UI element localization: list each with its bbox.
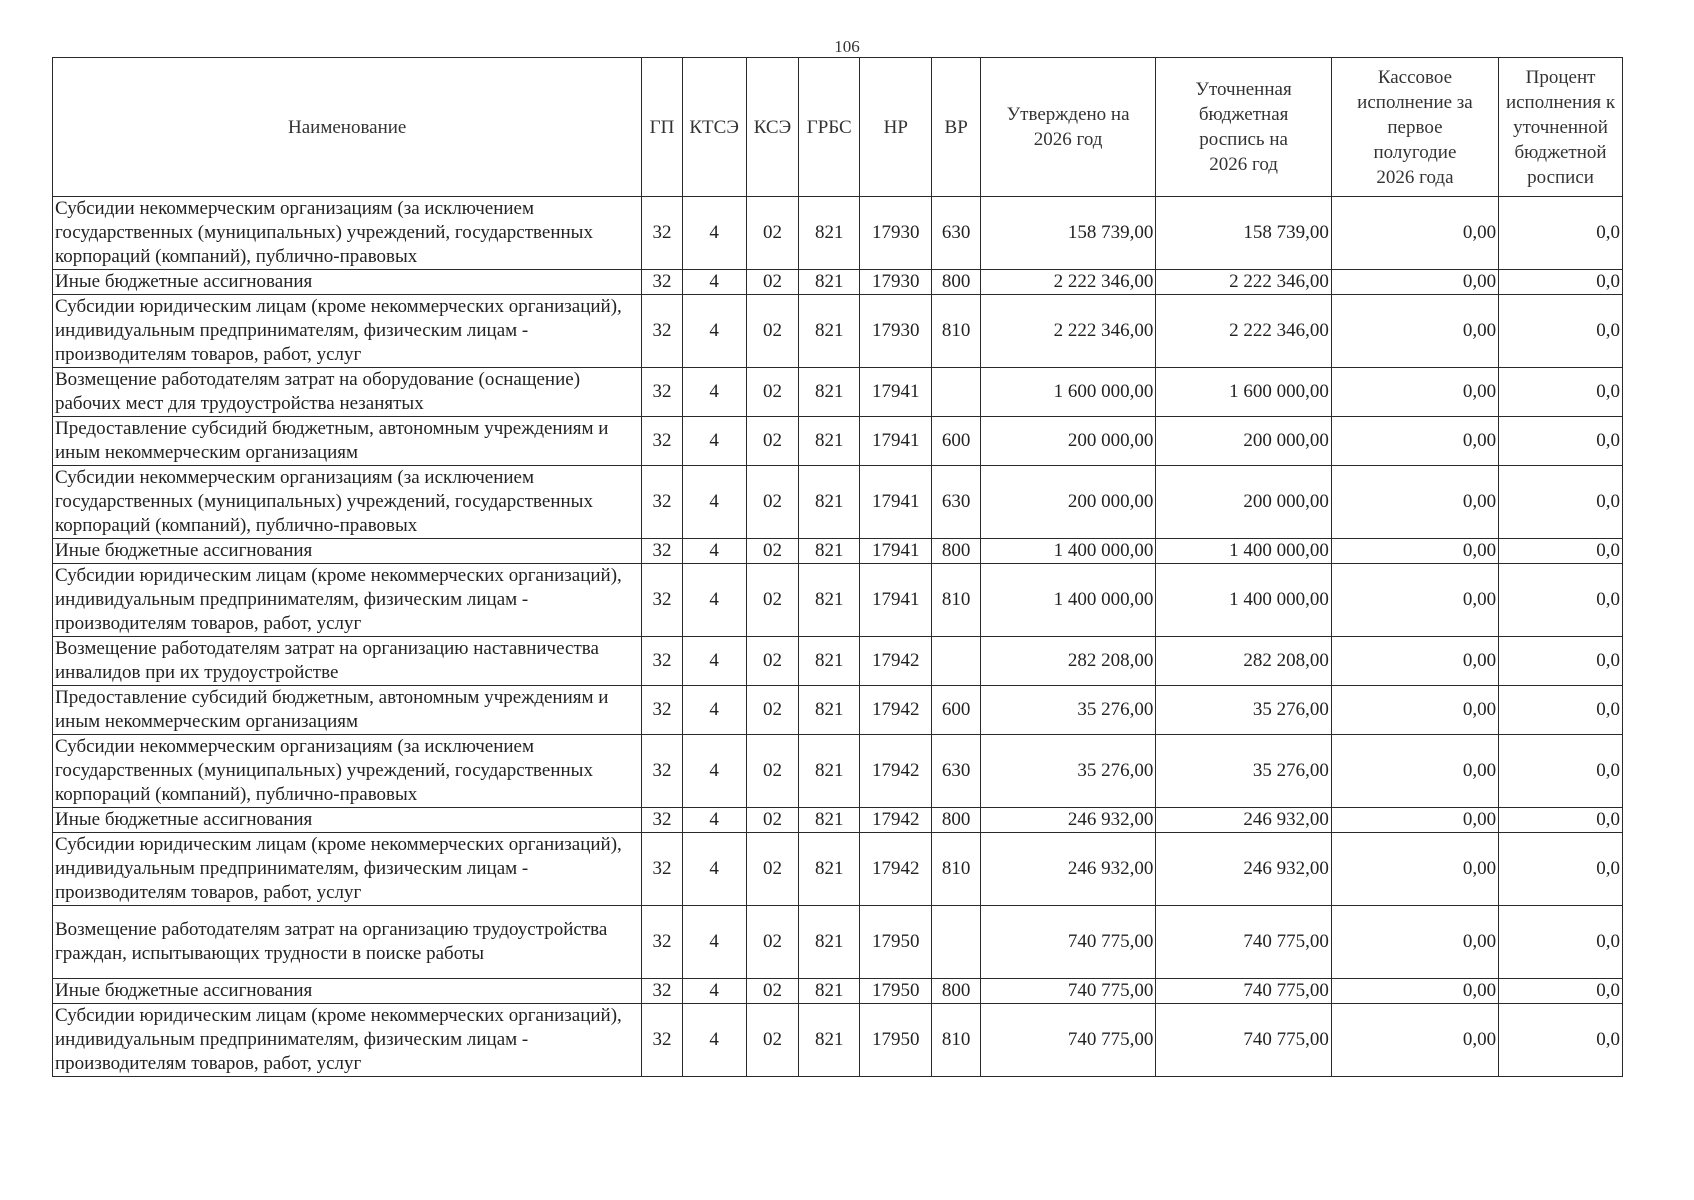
row-gp: 32 [642,295,682,368]
row-percent: 0,0 [1499,564,1623,637]
row-percent: 0,0 [1499,197,1623,270]
row-approved: 1 400 000,00 [980,539,1155,564]
table-row [53,1004,1623,1077]
table-row [53,686,1623,735]
row-vr: 810 [932,564,981,637]
row-nr: 17942 [860,637,932,686]
row-ktse: 4 [682,1004,746,1077]
row-name: Предоставление субсидий бюджетным, автономным учреждениям и иным некоммерческим организациям [53,417,642,466]
row-grbs: 821 [799,637,860,686]
row-ktse: 4 [682,539,746,564]
row-grbs: 821 [799,735,860,808]
row-name: Субсидии некоммерческим организациям (за исключением государственных (муниципальных) учреждений, государственных корпораций (компаний), публично-правовых [53,197,642,270]
table-row [53,466,1623,539]
row-ktse: 4 [682,368,746,417]
row-ktse: 4 [682,833,746,906]
row-nr: 17941 [860,539,932,564]
row-approved: 35 276,00 [980,686,1155,735]
row-refined: 200 000,00 [1156,417,1331,466]
row-vr: 600 [932,686,981,735]
row-name: Предоставление субсидий бюджетным, автономным учреждениям и иным некоммерческим организациям [53,686,642,735]
row-ktse: 4 [682,564,746,637]
row-refined: 1 400 000,00 [1156,564,1331,637]
row-ktse: 4 [682,979,746,1004]
row-kse: 02 [746,295,799,368]
row-percent: 0,0 [1499,906,1623,979]
row-ktse: 4 [682,637,746,686]
row-grbs: 821 [799,539,860,564]
row-approved: 1 400 000,00 [980,564,1155,637]
header-refined: Уточненная бюджетная роспись на 2026 год [1156,58,1331,197]
header-approved: Утверждено на 2026 год [980,58,1155,197]
row-vr: 800 [932,979,981,1004]
page-number: 106 [834,37,860,56]
row-name: Субсидии юридическим лицам (кроме некоммерческих организаций), индивидуальным предпринимателям, физическим лицам - производителям товаров, работ, услуг [53,1004,642,1077]
header-nr: НР [860,58,932,197]
row-vr: 810 [932,833,981,906]
row-grbs: 821 [799,906,860,979]
row-cash: 0,00 [1331,466,1498,539]
row-approved: 246 932,00 [980,808,1155,833]
row-cash: 0,00 [1331,295,1498,368]
row-gp: 32 [642,539,682,564]
row-gp: 32 [642,686,682,735]
table-row [53,979,1623,1004]
row-grbs: 821 [799,295,860,368]
row-approved: 35 276,00 [980,735,1155,808]
row-gp: 32 [642,808,682,833]
row-vr: 800 [932,808,981,833]
row-gp: 32 [642,197,682,270]
row-approved: 740 775,00 [980,1004,1155,1077]
header-cash: Кассовое исполнение за первое полугодие 2026 года [1331,58,1498,197]
row-kse: 02 [746,735,799,808]
row-name: Иные бюджетные ассигнования [53,270,642,295]
row-grbs: 821 [799,466,860,539]
row-grbs: 821 [799,979,860,1004]
row-nr: 17942 [860,833,932,906]
table-row [53,539,1623,564]
row-cash: 0,00 [1331,1004,1498,1077]
row-ktse: 4 [682,906,746,979]
row-refined: 200 000,00 [1156,466,1331,539]
row-name: Субсидии юридическим лицам (кроме некоммерческих организаций), индивидуальным предпринимателям, физическим лицам - производителям товаров, работ, услуг [53,295,642,368]
row-kse: 02 [746,368,799,417]
row-kse: 02 [746,637,799,686]
row-kse: 02 [746,197,799,270]
row-refined: 2 222 346,00 [1156,270,1331,295]
row-ktse: 4 [682,295,746,368]
row-nr: 17950 [860,1004,932,1077]
table-row [53,735,1623,808]
row-kse: 02 [746,686,799,735]
header-name: Наименование [53,58,642,197]
row-approved: 200 000,00 [980,466,1155,539]
row-refined: 1 600 000,00 [1156,368,1331,417]
table-row [53,906,1623,979]
row-gp: 32 [642,833,682,906]
row-nr: 17942 [860,686,932,735]
row-cash: 0,00 [1331,906,1498,979]
row-ktse: 4 [682,686,746,735]
row-grbs: 821 [799,417,860,466]
table-row [53,270,1623,295]
row-percent: 0,0 [1499,735,1623,808]
row-refined: 158 739,00 [1156,197,1331,270]
row-gp: 32 [642,417,682,466]
row-ktse: 4 [682,808,746,833]
row-cash: 0,00 [1331,808,1498,833]
row-percent: 0,0 [1499,539,1623,564]
row-nr: 17930 [860,197,932,270]
row-vr: 810 [932,1004,981,1077]
row-approved: 1 600 000,00 [980,368,1155,417]
table-row [53,833,1623,906]
row-approved: 282 208,00 [980,637,1155,686]
row-name: Субсидии некоммерческим организациям (за исключением государственных (муниципальных) учреждений, государственных корпораций (компаний), публично-правовых [53,466,642,539]
row-approved: 2 222 346,00 [980,295,1155,368]
row-ktse: 4 [682,417,746,466]
row-approved: 740 775,00 [980,906,1155,979]
header-grbs: ГРБС [799,58,860,197]
row-name: Возмещение работодателям затрат на организацию наставничества инвалидов при их трудоустройстве [53,637,642,686]
row-nr: 17942 [860,735,932,808]
row-cash: 0,00 [1331,564,1498,637]
row-vr: 630 [932,466,981,539]
row-gp: 32 [642,270,682,295]
row-gp: 32 [642,1004,682,1077]
row-refined: 740 775,00 [1156,906,1331,979]
row-grbs: 821 [799,270,860,295]
table-row [53,808,1623,833]
row-nr: 17941 [860,368,932,417]
table-row [53,295,1623,368]
row-percent: 0,0 [1499,270,1623,295]
row-gp: 32 [642,637,682,686]
row-percent: 0,0 [1499,368,1623,417]
row-percent: 0,0 [1499,808,1623,833]
row-percent: 0,0 [1499,686,1623,735]
row-name: Возмещение работодателям затрат на организацию трудоустройства граждан, испытывающих трудности в поиске работы [53,906,642,979]
row-cash: 0,00 [1331,417,1498,466]
row-vr: 800 [932,539,981,564]
row-vr: 600 [932,417,981,466]
row-name: Иные бюджетные ассигнования [53,808,642,833]
row-kse: 02 [746,539,799,564]
row-cash: 0,00 [1331,368,1498,417]
row-refined: 740 775,00 [1156,1004,1331,1077]
header-vr: ВР [932,58,981,197]
row-grbs: 821 [799,686,860,735]
row-kse: 02 [746,466,799,539]
header-gp: ГП [642,58,682,197]
row-grbs: 821 [799,1004,860,1077]
table-row [53,637,1623,686]
row-approved: 158 739,00 [980,197,1155,270]
row-gp: 32 [642,979,682,1004]
row-kse: 02 [746,808,799,833]
row-gp: 32 [642,735,682,808]
row-cash: 0,00 [1331,686,1498,735]
table-row [53,197,1623,270]
row-kse: 02 [746,417,799,466]
row-name: Возмещение работодателям затрат на оборудование (оснащение) рабочих мест для трудоустройства незанятых [53,368,642,417]
row-grbs: 821 [799,368,860,417]
row-refined: 35 276,00 [1156,686,1331,735]
row-ktse: 4 [682,270,746,295]
table-row [53,417,1623,466]
row-grbs: 821 [799,833,860,906]
row-kse: 02 [746,906,799,979]
row-gp: 32 [642,564,682,637]
row-kse: 02 [746,1004,799,1077]
row-percent: 0,0 [1499,1004,1623,1077]
row-kse: 02 [746,979,799,1004]
row-kse: 02 [746,564,799,637]
row-nr: 17941 [860,564,932,637]
row-name: Субсидии юридическим лицам (кроме некоммерческих организаций), индивидуальным предпринимателям, физическим лицам - производителям товаров, работ, услуг [53,833,642,906]
row-refined: 35 276,00 [1156,735,1331,808]
row-approved: 2 222 346,00 [980,270,1155,295]
row-approved: 246 932,00 [980,833,1155,906]
row-ktse: 4 [682,735,746,808]
row-refined: 740 775,00 [1156,979,1331,1004]
row-kse: 02 [746,833,799,906]
row-nr: 17942 [860,808,932,833]
row-percent: 0,0 [1499,637,1623,686]
header-ktse: КТСЭ [682,58,746,197]
row-refined: 246 932,00 [1156,808,1331,833]
table-row [53,368,1623,417]
row-gp: 32 [642,368,682,417]
row-name: Субсидии юридическим лицам (кроме некоммерческих организаций), индивидуальным предпринимателям, физическим лицам - производителям товаров, работ, услуг [53,564,642,637]
table-header-row [53,58,1623,197]
row-vr [932,368,981,417]
row-gp: 32 [642,906,682,979]
row-nr: 17950 [860,906,932,979]
row-nr: 17930 [860,270,932,295]
row-ktse: 4 [682,197,746,270]
row-name: Иные бюджетные ассигнования [53,539,642,564]
row-grbs: 821 [799,808,860,833]
row-cash: 0,00 [1331,735,1498,808]
row-percent: 0,0 [1499,466,1623,539]
row-vr: 630 [932,735,981,808]
table-row [53,564,1623,637]
budget-table [52,57,1623,1077]
row-percent: 0,0 [1499,833,1623,906]
row-refined: 2 222 346,00 [1156,295,1331,368]
row-approved: 740 775,00 [980,979,1155,1004]
row-percent: 0,0 [1499,417,1623,466]
row-approved: 200 000,00 [980,417,1155,466]
header-kse: КСЭ [746,58,799,197]
row-vr [932,637,981,686]
row-ktse: 4 [682,466,746,539]
row-nr: 17950 [860,979,932,1004]
row-nr: 17941 [860,417,932,466]
row-cash: 0,00 [1331,270,1498,295]
header-percent: Процент исполнения к уточненной бюджетной росписи [1499,58,1623,197]
row-refined: 282 208,00 [1156,637,1331,686]
row-nr: 17941 [860,466,932,539]
row-cash: 0,00 [1331,979,1498,1004]
row-grbs: 821 [799,197,860,270]
row-percent: 0,0 [1499,295,1623,368]
row-grbs: 821 [799,564,860,637]
row-refined: 1 400 000,00 [1156,539,1331,564]
row-vr: 810 [932,295,981,368]
row-cash: 0,00 [1331,637,1498,686]
row-name: Субсидии некоммерческим организациям (за исключением государственных (муниципальных) учреждений, государственных корпораций (компаний), публично-правовых [53,735,642,808]
row-vr: 800 [932,270,981,295]
row-cash: 0,00 [1331,833,1498,906]
row-nr: 17930 [860,295,932,368]
row-cash: 0,00 [1331,197,1498,270]
row-vr: 630 [932,197,981,270]
row-refined: 246 932,00 [1156,833,1331,906]
row-kse: 02 [746,270,799,295]
row-gp: 32 [642,466,682,539]
row-cash: 0,00 [1331,539,1498,564]
row-percent: 0,0 [1499,979,1623,1004]
row-vr [932,906,981,979]
row-name: Иные бюджетные ассигнования [53,979,642,1004]
